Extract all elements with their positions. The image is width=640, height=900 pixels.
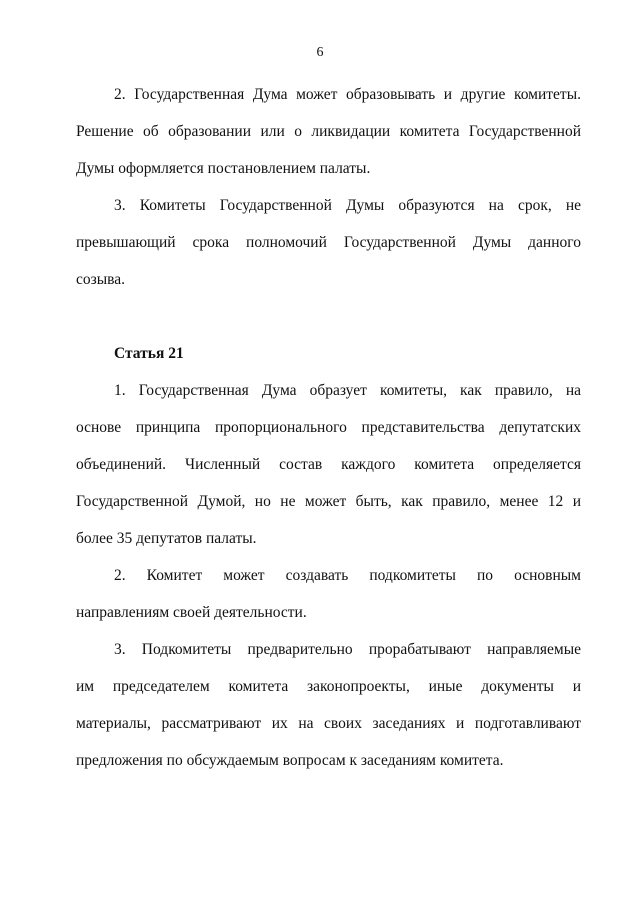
paragraph-line: превышающий срока полномочий Государственной Думы данного <box>76 234 581 251</box>
paragraph-line: Думы оформляется постановлением палаты. <box>76 160 371 177</box>
paragraph-line: Государственной Думой, но не может быть, как правило, менее 12 и <box>76 493 581 510</box>
article-heading: Статья 21 <box>114 345 184 362</box>
paragraph-line: объединений. Численный состав каждого комитета определяется <box>76 456 581 473</box>
paragraph-line: более 35 депутатов палаты. <box>76 530 257 547</box>
paragraph-line: материалы, рассматривают их на своих заседаниях и подготавливают <box>76 715 581 732</box>
paragraph-line: созыва. <box>76 271 126 288</box>
paragraph-line: 3. Подкомитеты предварительно прорабатывают направляемые <box>114 641 581 658</box>
paragraph-line: Решение об образовании или о ликвидации комитета Государственной <box>76 123 581 140</box>
section-spacer <box>76 305 581 342</box>
paragraph-line: 3. Комитеты Государственной Думы образуются на срок, не <box>114 197 581 214</box>
paragraph-line: 1. Государственная Дума образует комитеты, как правило, на <box>114 382 581 399</box>
paragraph-line: предложения по обсуждаемым вопросам к заседаниям комитета. <box>76 752 504 769</box>
paragraph-line: 2. Комитет может создавать подкомитеты по основным <box>114 567 581 584</box>
paragraph-line: направлениям своей деятельности. <box>76 604 307 621</box>
paragraph-line: им председателем комитета законопроекты, иные документы и <box>76 678 581 695</box>
paragraph-line: 2. Государственная Дума может образовывать и другие комитеты. <box>114 86 581 103</box>
document-body <box>76 83 581 786</box>
paragraph-line: основе принципа пропорционального представительства депутатских <box>76 419 581 436</box>
page-number: 6 <box>316 45 324 60</box>
